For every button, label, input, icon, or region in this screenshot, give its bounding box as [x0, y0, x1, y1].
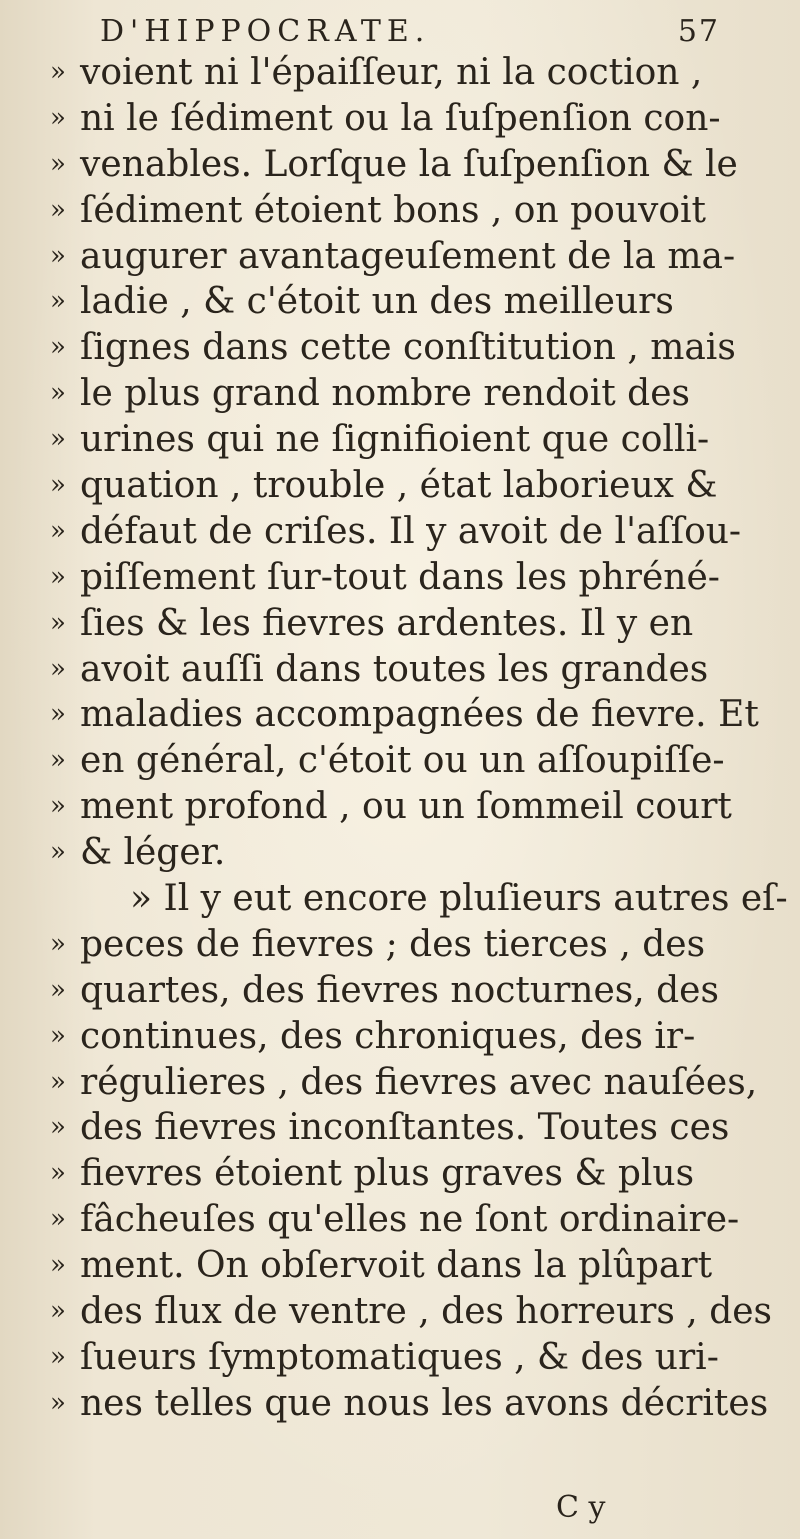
- text-line: [50, 1014, 750, 1060]
- quotation-mark: »: [50, 1020, 66, 1051]
- line-text: des fievres inconſtantes. Toutes ces: [80, 1107, 730, 1149]
- text-line: [50, 1335, 750, 1381]
- quotation-mark: »: [50, 332, 66, 363]
- quotation-mark: »: [50, 1066, 66, 1097]
- line-text: peces de fievres ; des tierces , des: [80, 923, 706, 965]
- quotation-mark: »: [50, 470, 66, 501]
- line-text: régulieres , des fievres avec nauſées,: [80, 1061, 758, 1103]
- text-line: [50, 1243, 750, 1289]
- quotation-mark: »: [50, 240, 66, 271]
- text-line: [50, 876, 788, 922]
- line-text: avoit auſſi dans toutes les grandes: [80, 648, 709, 690]
- quotation-mark: »: [50, 1341, 66, 1372]
- running-header: [100, 10, 720, 54]
- text-line: [50, 142, 750, 188]
- quotation-mark: »: [50, 378, 66, 409]
- text-line: [50, 96, 750, 142]
- text-line: [50, 1105, 750, 1151]
- quotation-mark: »: [50, 561, 66, 592]
- body-text: [50, 50, 788, 1427]
- line-text: maladies accompagnées de fievre. Et: [80, 694, 759, 736]
- text-line: [50, 922, 750, 968]
- line-text: des flux de ventre , des horreurs , des: [80, 1291, 773, 1333]
- line-text: ſies & les fievres ardentes. Il y en: [80, 602, 694, 644]
- line-text: » Il y eut encore pluſieurs autres eſ-: [130, 878, 788, 920]
- quotation-mark: »: [50, 286, 66, 317]
- text-line: [50, 417, 750, 463]
- quotation-mark: »: [50, 102, 66, 133]
- text-line: [50, 784, 750, 830]
- line-text: & léger.: [80, 832, 226, 874]
- text-line: [50, 1289, 773, 1335]
- running-title: D'HIPPOCRATE.: [100, 14, 431, 49]
- line-text: en général, c'étoit ou un aſſoupiſſe-: [80, 740, 725, 782]
- text-line: [50, 234, 750, 280]
- line-text: quation , trouble , état laborieux &: [80, 465, 718, 507]
- quotation-mark: »: [50, 791, 66, 822]
- line-text: ni le ſédiment ou la ſuſpenſion con-: [80, 97, 721, 139]
- text-line: [50, 50, 750, 96]
- text-line: [50, 1197, 750, 1243]
- line-text: ſignes dans cette conſtitution , mais: [80, 327, 736, 369]
- quotation-mark: »: [50, 928, 66, 959]
- text-line: [50, 601, 750, 647]
- line-text: fâcheuſes qu'elles ne ſont ordinaire-: [80, 1199, 740, 1241]
- text-line: [50, 738, 750, 784]
- quotation-mark: »: [50, 837, 66, 868]
- page-number: 57: [677, 14, 720, 49]
- text-line: [50, 968, 750, 1014]
- line-text: défaut de criſes. Il y avoit de l'aſſou-: [80, 510, 742, 552]
- text-line: [50, 463, 750, 509]
- quotation-mark: »: [50, 1204, 66, 1235]
- text-line: [50, 555, 750, 601]
- line-text: continues, des chroniques, des ir-: [80, 1015, 696, 1057]
- line-text: fievres étoient plus graves & plus: [80, 1153, 695, 1195]
- text-line: [50, 1381, 769, 1427]
- quotation-mark: »: [50, 699, 66, 730]
- quotation-mark: »: [50, 653, 66, 684]
- catchword: C y: [556, 1490, 606, 1525]
- quotation-mark: »: [50, 1112, 66, 1143]
- line-text: piſſement ſur-tout dans les phréné-: [80, 556, 720, 598]
- quotation-mark: »: [50, 194, 66, 225]
- quotation-mark: »: [50, 1250, 66, 1281]
- line-text: nes telles que nous les avons décrites: [80, 1382, 769, 1424]
- quotation-mark: »: [50, 974, 66, 1005]
- quotation-mark: »: [50, 424, 66, 455]
- quotation-mark: »: [50, 148, 66, 179]
- text-line: [50, 692, 759, 738]
- text-line: [50, 1151, 750, 1197]
- text-line: [50, 371, 750, 417]
- line-text: quartes, des fievres nocturnes, des: [80, 969, 719, 1011]
- line-text: urines qui ne ſignifioient que colli-: [80, 419, 710, 461]
- quotation-mark: »: [50, 1387, 66, 1418]
- quotation-mark: »: [50, 1296, 66, 1327]
- line-text: le plus grand nombre rendoit des: [80, 373, 690, 415]
- quotation-mark: »: [50, 515, 66, 546]
- line-text: ſueurs ſymptomatiques , & des uri-: [80, 1336, 719, 1378]
- line-text: ſédiment étoient bons , on pouvoit: [80, 189, 706, 231]
- line-text: augurer avantageuſement de la ma-: [80, 235, 736, 277]
- line-text: voient ni l'épaiſſeur, ni la coction ,: [80, 52, 703, 93]
- quotation-mark: »: [50, 745, 66, 776]
- text-line: [50, 279, 750, 325]
- text-line: [50, 188, 750, 234]
- quotation-mark: »: [50, 1158, 66, 1189]
- text-line: [50, 325, 750, 371]
- text-line: [50, 647, 750, 693]
- line-text: ladie , & c'étoit un des meilleurs: [80, 281, 674, 323]
- text-line: [50, 830, 750, 876]
- quotation-mark: »: [50, 57, 66, 87]
- text-line: [50, 1060, 758, 1106]
- line-text: ment profond , ou un ſommeil court: [80, 786, 732, 828]
- text-line: [50, 509, 750, 555]
- line-text: venables. Lorſque la ſuſpenſion & le: [80, 143, 738, 185]
- line-text: ment. On obſervoit dans la plûpart: [80, 1245, 713, 1287]
- quotation-mark: »: [50, 607, 66, 638]
